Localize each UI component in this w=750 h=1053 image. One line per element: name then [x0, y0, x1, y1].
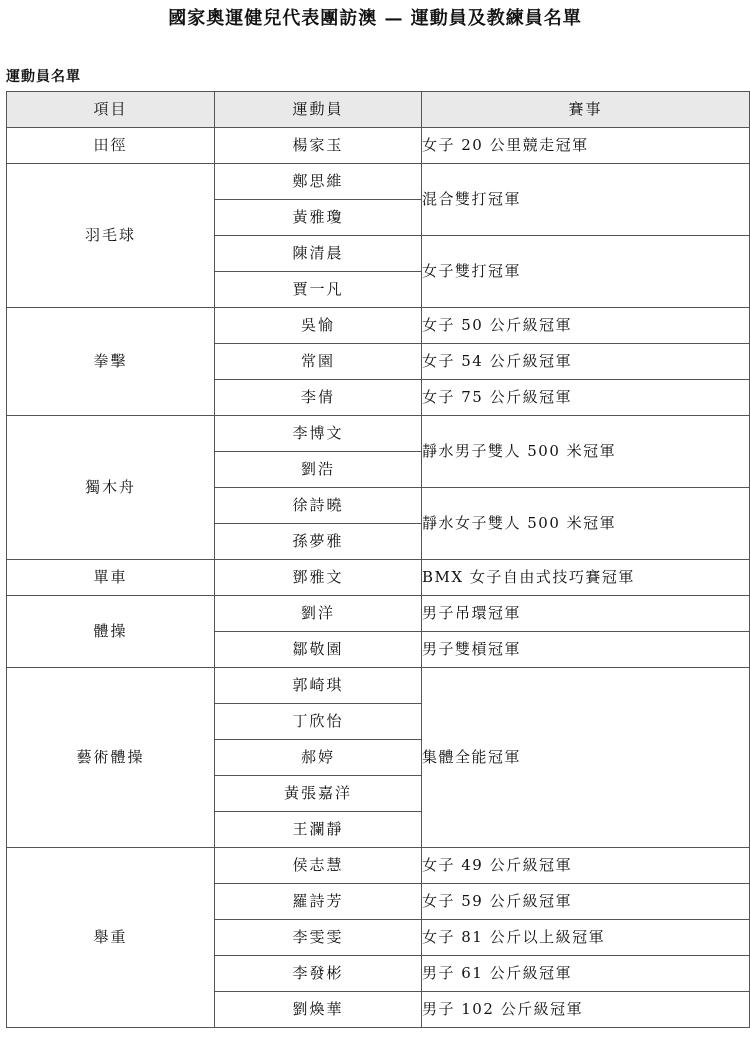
event-cell: 女子 20 公里競走冠軍: [422, 128, 750, 164]
athlete-cell: 郭崎琪: [215, 668, 422, 704]
header-sport: 項目: [7, 92, 215, 128]
athlete-cell: 劉煥華: [215, 992, 422, 1028]
athlete-cell: 常園: [215, 344, 422, 380]
sport-cell: 羽毛球: [7, 164, 215, 308]
table-header: [7, 92, 750, 128]
athlete-roster-table: [6, 91, 750, 1028]
table-row: [7, 128, 750, 164]
table-row: [7, 164, 750, 200]
event-cell: 女子雙打冠軍: [422, 236, 750, 308]
header-athlete: 運動員: [215, 92, 422, 128]
event-cell: 女子 75 公斤級冠軍: [422, 380, 750, 416]
athlete-cell: 黃張嘉洋: [215, 776, 422, 812]
athlete-cell: 王瀾靜: [215, 812, 422, 848]
event-cell: 女子 54 公斤級冠軍: [422, 344, 750, 380]
table-body: [7, 128, 750, 1028]
athlete-cell: 吳愉: [215, 308, 422, 344]
event-cell: 男子 102 公斤級冠軍: [422, 992, 750, 1028]
athlete-cell: 侯志慧: [215, 848, 422, 884]
athlete-cell: 李雯雯: [215, 920, 422, 956]
event-cell: 男子吊環冠軍: [422, 596, 750, 632]
event-cell: 靜水男子雙人 500 米冠軍: [422, 416, 750, 488]
sport-cell: 體操: [7, 596, 215, 668]
table-row: [7, 596, 750, 632]
event-cell: 女子 49 公斤級冠軍: [422, 848, 750, 884]
event-cell: 男子 61 公斤級冠軍: [422, 956, 750, 992]
athlete-cell: 李發彬: [215, 956, 422, 992]
table-row: [7, 560, 750, 596]
table-row: [7, 308, 750, 344]
athlete-cell: 孫夢雅: [215, 524, 422, 560]
sport-cell: 舉重: [7, 848, 215, 1028]
athlete-cell: 鄒敬園: [215, 632, 422, 668]
sport-cell: 獨木舟: [7, 416, 215, 560]
athlete-cell: 鄭思維: [215, 164, 422, 200]
athlete-cell: 劉洋: [215, 596, 422, 632]
athlete-cell: 劉浩: [215, 452, 422, 488]
sport-cell: 單車: [7, 560, 215, 596]
athlete-cell: 楊家玉: [215, 128, 422, 164]
sport-cell: 藝術體操: [7, 668, 215, 848]
event-cell: 男子雙槓冠軍: [422, 632, 750, 668]
athlete-cell: 李博文: [215, 416, 422, 452]
event-cell: 靜水女子雙人 500 米冠軍: [422, 488, 750, 560]
table-row: [7, 848, 750, 884]
sport-cell: 田徑: [7, 128, 215, 164]
event-cell: 集體全能冠軍: [422, 668, 750, 848]
table-row: [7, 416, 750, 452]
section-heading: 運動員名單: [6, 69, 81, 85]
athlete-cell: 黃雅瓊: [215, 200, 422, 236]
header-event: 賽事: [422, 92, 750, 128]
athlete-cell: 徐詩曉: [215, 488, 422, 524]
event-cell: 女子 50 公斤級冠軍: [422, 308, 750, 344]
athlete-cell: 羅詩芳: [215, 884, 422, 920]
event-cell: 女子 59 公斤級冠軍: [422, 884, 750, 920]
header-row: [7, 92, 750, 128]
table-row: [7, 668, 750, 704]
event-cell: 女子 81 公斤以上級冠軍: [422, 920, 750, 956]
athlete-cell: 鄧雅文: [215, 560, 422, 596]
athlete-cell: 陳清晨: [215, 236, 422, 272]
page-title: 國家奧運健兒代表團訪澳 — 運動員及教練員名單: [168, 8, 582, 29]
event-cell: BMX 女子自由式技巧賽冠軍: [422, 560, 750, 596]
athlete-cell: 丁欣怡: [215, 704, 422, 740]
sport-cell: 拳擊: [7, 308, 215, 416]
event-cell: 混合雙打冠軍: [422, 164, 750, 236]
athlete-cell: 郝婷: [215, 740, 422, 776]
athlete-cell: 賈一凡: [215, 272, 422, 308]
athlete-cell: 李倩: [215, 380, 422, 416]
